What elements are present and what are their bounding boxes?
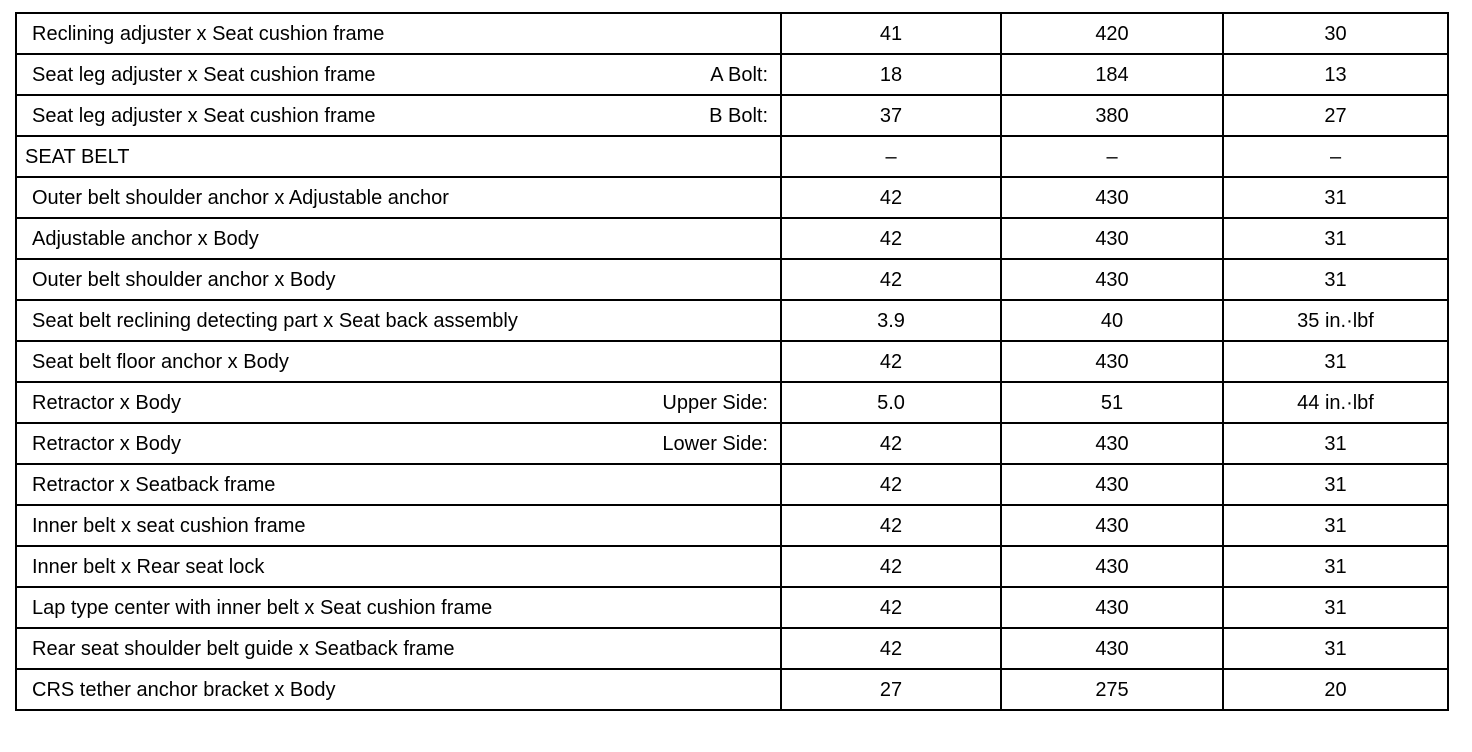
description-cell <box>16 218 781 259</box>
torque-ftlbf-cell: 44 in.·lbf <box>1223 382 1448 423</box>
description-cell <box>16 546 781 587</box>
torque-nm-cell: 42 <box>781 423 1001 464</box>
torque-nm-cell: 42 <box>781 464 1001 505</box>
torque-nm-cell: 42 <box>781 587 1001 628</box>
torque-nm-cell: – <box>781 136 1001 177</box>
table-row <box>16 259 1448 300</box>
table-row <box>16 546 1448 587</box>
torque-ftlbf-cell: 31 <box>1223 587 1448 628</box>
torque-kgfcm-cell: 430 <box>1001 423 1223 464</box>
torque-ftlbf-cell: 31 <box>1223 259 1448 300</box>
description-cell <box>16 259 781 300</box>
table-row <box>16 54 1448 95</box>
part-description: Seat belt reclining detecting part x Seat back assembly <box>32 309 518 332</box>
table-row <box>16 13 1448 54</box>
torque-kgfcm-cell: 430 <box>1001 177 1223 218</box>
description-cell <box>16 95 781 136</box>
torque-kgfcm-cell: 430 <box>1001 464 1223 505</box>
torque-nm-cell: 42 <box>781 177 1001 218</box>
part-description: Retractor x Body <box>32 391 181 414</box>
torque-ftlbf-cell: 31 <box>1223 546 1448 587</box>
torque-ftlbf-cell: 31 <box>1223 628 1448 669</box>
part-description: Reclining adjuster x Seat cushion frame <box>32 22 385 45</box>
torque-ftlbf-cell: 31 <box>1223 464 1448 505</box>
torque-kgfcm-cell: 420 <box>1001 13 1223 54</box>
torque-ftlbf-cell: 31 <box>1223 341 1448 382</box>
torque-ftlbf-cell: 30 <box>1223 13 1448 54</box>
table-row <box>16 341 1448 382</box>
part-description: Adjustable anchor x Body <box>32 227 259 250</box>
description-cell <box>16 136 781 177</box>
torque-kgfcm-cell: 275 <box>1001 669 1223 710</box>
torque-kgfcm-cell: 430 <box>1001 505 1223 546</box>
torque-kgfcm-cell: – <box>1001 136 1223 177</box>
torque-kgfcm-cell: 430 <box>1001 628 1223 669</box>
table-row <box>16 423 1448 464</box>
bolt-position-note: Upper Side: <box>662 391 768 414</box>
description-cell <box>16 13 781 54</box>
table-row <box>16 300 1448 341</box>
table-row <box>16 669 1448 710</box>
part-description: Retractor x Body <box>32 432 181 455</box>
torque-kgfcm-cell: 430 <box>1001 546 1223 587</box>
description-cell <box>16 464 781 505</box>
torque-nm-cell: 42 <box>781 628 1001 669</box>
part-description: Seat belt floor anchor x Body <box>32 350 289 373</box>
section-header-row <box>16 136 1448 177</box>
part-description: Seat leg adjuster x Seat cushion frame <box>32 63 376 86</box>
torque-ftlbf-cell: 31 <box>1223 423 1448 464</box>
torque-ftlbf-cell: 31 <box>1223 505 1448 546</box>
description-cell <box>16 177 781 218</box>
torque-nm-cell: 37 <box>781 95 1001 136</box>
table-row <box>16 218 1448 259</box>
torque-kgfcm-cell: 430 <box>1001 587 1223 628</box>
torque-nm-cell: 18 <box>781 54 1001 95</box>
torque-ftlbf-cell: 27 <box>1223 95 1448 136</box>
description-cell <box>16 587 781 628</box>
torque-ftlbf-cell: 13 <box>1223 54 1448 95</box>
torque-ftlbf-cell: 20 <box>1223 669 1448 710</box>
torque-ftlbf-cell: – <box>1223 136 1448 177</box>
bolt-position-note: Lower Side: <box>662 432 768 455</box>
torque-kgfcm-cell: 430 <box>1001 259 1223 300</box>
description-cell <box>16 382 781 423</box>
description-cell <box>16 669 781 710</box>
part-description: Seat leg adjuster x Seat cushion frame <box>32 104 376 127</box>
bolt-position-note: A Bolt: <box>710 63 768 86</box>
part-description: Outer belt shoulder anchor x Adjustable anchor <box>32 186 449 209</box>
torque-kgfcm-cell: 430 <box>1001 218 1223 259</box>
table-row <box>16 628 1448 669</box>
torque-spec-table-body <box>16 13 1448 710</box>
torque-kgfcm-cell: 40 <box>1001 300 1223 341</box>
part-description: Inner belt x seat cushion frame <box>32 514 306 537</box>
torque-nm-cell: 42 <box>781 218 1001 259</box>
description-cell <box>16 54 781 95</box>
torque-nm-cell: 41 <box>781 13 1001 54</box>
torque-nm-cell: 5.0 <box>781 382 1001 423</box>
torque-kgfcm-cell: 184 <box>1001 54 1223 95</box>
torque-nm-cell: 42 <box>781 259 1001 300</box>
torque-kgfcm-cell: 380 <box>1001 95 1223 136</box>
description-cell <box>16 628 781 669</box>
description-cell <box>16 423 781 464</box>
torque-ftlbf-cell: 31 <box>1223 177 1448 218</box>
torque-nm-cell: 42 <box>781 546 1001 587</box>
torque-ftlbf-cell: 31 <box>1223 218 1448 259</box>
description-cell <box>16 505 781 546</box>
torque-kgfcm-cell: 51 <box>1001 382 1223 423</box>
bolt-position-note: B Bolt: <box>709 104 768 127</box>
torque-nm-cell: 42 <box>781 341 1001 382</box>
part-description: Rear seat shoulder belt guide x Seatback frame <box>32 637 455 660</box>
table-row <box>16 95 1448 136</box>
table-row <box>16 587 1448 628</box>
part-description: Lap type center with inner belt x Seat cushion frame <box>32 596 493 619</box>
torque-nm-cell: 27 <box>781 669 1001 710</box>
table-row <box>16 464 1448 505</box>
torque-spec-table <box>15 12 1449 711</box>
part-description: CRS tether anchor bracket x Body <box>32 678 336 701</box>
torque-ftlbf-cell: 35 in.·lbf <box>1223 300 1448 341</box>
table-row <box>16 505 1448 546</box>
table-row <box>16 382 1448 423</box>
description-cell <box>16 341 781 382</box>
part-description: Outer belt shoulder anchor x Body <box>32 268 336 291</box>
torque-nm-cell: 42 <box>781 505 1001 546</box>
section-title: SEAT BELT <box>25 145 130 168</box>
description-cell <box>16 300 781 341</box>
table-row <box>16 177 1448 218</box>
part-description: Inner belt x Rear seat lock <box>32 555 265 578</box>
torque-kgfcm-cell: 430 <box>1001 341 1223 382</box>
torque-nm-cell: 3.9 <box>781 300 1001 341</box>
part-description: Retractor x Seatback frame <box>32 473 276 496</box>
